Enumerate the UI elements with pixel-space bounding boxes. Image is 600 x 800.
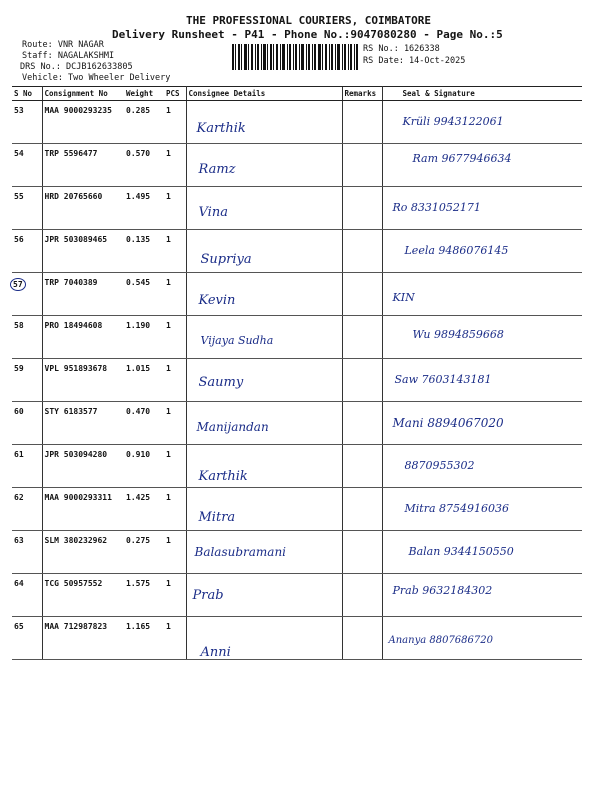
col-sno: S No — [12, 87, 42, 101]
row-pcs: 1 — [164, 574, 186, 617]
table-row — [12, 574, 582, 617]
row-pcs: 1 — [164, 488, 186, 531]
row-consignee — [186, 101, 342, 144]
drs-number: DRS No.: DCJB162633805 — [20, 62, 133, 72]
row-remarks — [342, 402, 382, 445]
row-remarks — [342, 273, 382, 316]
consignee-handwriting: Kevin — [198, 293, 236, 308]
row-seal — [382, 617, 582, 660]
table-row — [12, 101, 582, 144]
row-remarks — [342, 359, 382, 402]
rs-date: RS Date: 14-Oct-2025 — [363, 56, 466, 66]
company-title: THE PROFESSIONAL COURIERS, COIMBATORE — [186, 14, 432, 27]
row-pcs: 1 — [164, 273, 186, 316]
signature-handwriting: Saw 7603143181 — [394, 373, 492, 386]
table-row — [12, 316, 582, 359]
signature-handwriting: Wu 9894859668 — [412, 328, 504, 341]
signature-handwriting: Krüli 9943122061 — [402, 115, 504, 128]
row-consignee — [186, 574, 342, 617]
row-weight: 0.545 — [124, 273, 164, 316]
row-seal — [382, 273, 582, 316]
row-consignee — [186, 617, 342, 660]
table-row — [12, 445, 582, 488]
row-pcs: 1 — [164, 445, 186, 488]
row-weight: 0.570 — [124, 144, 164, 187]
row-seal — [382, 230, 582, 273]
row-sno: 58 — [12, 316, 42, 359]
row-remarks — [342, 187, 382, 230]
table-row — [12, 617, 582, 660]
row-weight: 0.275 — [124, 531, 164, 574]
signature-handwriting: Ananya 8807686720 — [388, 635, 493, 646]
route-label: Route: VNR NAGAR — [22, 40, 104, 50]
table-row — [12, 144, 582, 187]
row-consignment: SLM 380232962 — [42, 531, 124, 574]
row-pcs: 1 — [164, 101, 186, 144]
row-consignment: TRP 7040389 — [42, 273, 124, 316]
col-consignment: Consignment No — [42, 87, 124, 101]
row-weight: 0.470 — [124, 402, 164, 445]
consignee-handwriting: Karthik — [198, 469, 248, 484]
row-pcs: 1 — [164, 359, 186, 402]
row-weight: 1.575 — [124, 574, 164, 617]
row-consignment: VPL 951893678 — [42, 359, 124, 402]
table-row — [12, 230, 582, 273]
row-consignee — [186, 316, 342, 359]
row-seal — [382, 531, 582, 574]
row-consignee — [186, 402, 342, 445]
row-seal — [382, 187, 582, 230]
signature-handwriting: Ro 8331052171 — [392, 201, 481, 214]
consignee-handwriting: Ramz — [198, 162, 236, 177]
row-seal — [382, 445, 582, 488]
vehicle-label: Vehicle: Two Wheeler Delivery — [22, 73, 171, 83]
row-remarks — [342, 574, 382, 617]
row-remarks — [342, 617, 382, 660]
row-pcs: 1 — [164, 402, 186, 445]
row-consignment: JPR 503089465 — [42, 230, 124, 273]
row-sno: 53 — [12, 101, 42, 144]
row-sno: 62 — [12, 488, 42, 531]
signature-handwriting: Mani 8894067020 — [392, 416, 504, 430]
row-consignee — [186, 187, 342, 230]
runsheet-table — [12, 86, 582, 660]
table-row — [12, 359, 582, 402]
row-consignee — [186, 144, 342, 187]
row-sno: 60 — [12, 402, 42, 445]
row-seal — [382, 574, 582, 617]
table-header-row — [12, 87, 582, 101]
row-seal — [382, 488, 582, 531]
row-pcs: 1 — [164, 230, 186, 273]
barcode-image — [232, 44, 358, 70]
row-sno: 56 — [12, 230, 42, 273]
row-consignee — [186, 445, 342, 488]
row-pcs: 1 — [164, 187, 186, 230]
row-sno: 64 — [12, 574, 42, 617]
rs-number: RS No.: 1626338 — [363, 44, 440, 54]
row-weight: 1.015 — [124, 359, 164, 402]
row-weight: 1.165 — [124, 617, 164, 660]
row-weight: 0.285 — [124, 101, 164, 144]
row-remarks — [342, 531, 382, 574]
row-remarks — [342, 445, 382, 488]
runsheet-subtitle: Delivery Runsheet - P41 - Phone No.:9047080280 - Page No.:5 — [112, 28, 503, 41]
row-consignment: TCG 50957552 — [42, 574, 124, 617]
row-sno: 59 — [12, 359, 42, 402]
row-consignment: STY 6183577 — [42, 402, 124, 445]
row-remarks — [342, 316, 382, 359]
col-consignee: Consignee Details — [186, 87, 342, 101]
row-remarks — [342, 101, 382, 144]
consignee-handwriting: Supriya — [200, 252, 252, 267]
col-weight: Weight — [124, 87, 164, 101]
signature-handwriting: 8870955302 — [404, 459, 475, 472]
signature-handwriting: Mitra 8754916036 — [404, 502, 509, 515]
consignee-handwriting: Manijandan — [196, 420, 269, 434]
consignee-handwriting: Mitra — [198, 510, 236, 525]
row-weight: 0.910 — [124, 445, 164, 488]
row-seal — [382, 144, 582, 187]
row-weight: 0.135 — [124, 230, 164, 273]
col-remarks: Remarks — [342, 87, 382, 101]
row-consignment: HRD 20765660 — [42, 187, 124, 230]
consignee-handwriting: Balasubramani — [194, 545, 287, 559]
row-consignee — [186, 488, 342, 531]
consignee-handwriting: Prab — [192, 588, 224, 603]
staff-label: Staff: NAGALAKSHMI — [22, 51, 115, 61]
row-consignee — [186, 230, 342, 273]
table-row — [12, 402, 582, 445]
row-consignment: PRO 18494608 — [42, 316, 124, 359]
row-pcs: 1 — [164, 316, 186, 359]
table-row — [12, 273, 582, 316]
table-row — [12, 531, 582, 574]
row-sno: 61 — [12, 445, 42, 488]
row-remarks — [342, 488, 382, 531]
consignee-handwriting: Karthik — [196, 121, 246, 136]
row-consignment: MAA 9000293235 — [42, 101, 124, 144]
row-weight: 1.495 — [124, 187, 164, 230]
row-consignee — [186, 531, 342, 574]
consignee-handwriting: Vina — [198, 205, 228, 220]
row-seal — [382, 316, 582, 359]
row-weight: 1.425 — [124, 488, 164, 531]
table-row — [12, 488, 582, 531]
consignee-handwriting: Saumy — [198, 375, 244, 390]
row-remarks — [342, 230, 382, 273]
row-seal — [382, 101, 582, 144]
row-weight: 1.190 — [124, 316, 164, 359]
row-pcs: 1 — [164, 531, 186, 574]
signature-handwriting: Prab 9632184302 — [392, 584, 493, 597]
signature-handwriting: Balan 9344150550 — [408, 545, 514, 558]
row-sno: 65 — [12, 617, 42, 660]
row-sno — [12, 273, 42, 316]
consignee-handwriting: Vijaya Sudha — [200, 334, 274, 347]
consignee-handwriting: Anni — [200, 645, 231, 660]
col-seal: Seal & Signature — [382, 87, 582, 101]
row-sno: 54 — [12, 144, 42, 187]
table-row — [12, 187, 582, 230]
signature-handwriting: Ram 9677946634 — [412, 152, 512, 165]
row-consignment: JPR 503094280 — [42, 445, 124, 488]
row-consignment: MAA 9000293311 — [42, 488, 124, 531]
row-consignment: MAA 712987823 — [42, 617, 124, 660]
signature-handwriting: KIN — [392, 291, 415, 304]
signature-handwriting: Leela 9486076145 — [404, 244, 509, 257]
row-remarks — [342, 144, 382, 187]
row-pcs: 1 — [164, 617, 186, 660]
row-consignment: TRP 5596477 — [42, 144, 124, 187]
row-sno: 63 — [12, 531, 42, 574]
col-pcs: PCS — [164, 87, 186, 101]
circled-row-number: 57 — [10, 278, 26, 291]
row-seal — [382, 359, 582, 402]
row-seal — [382, 402, 582, 445]
row-sno: 55 — [12, 187, 42, 230]
row-consignee — [186, 359, 342, 402]
row-pcs: 1 — [164, 144, 186, 187]
row-consignee — [186, 273, 342, 316]
